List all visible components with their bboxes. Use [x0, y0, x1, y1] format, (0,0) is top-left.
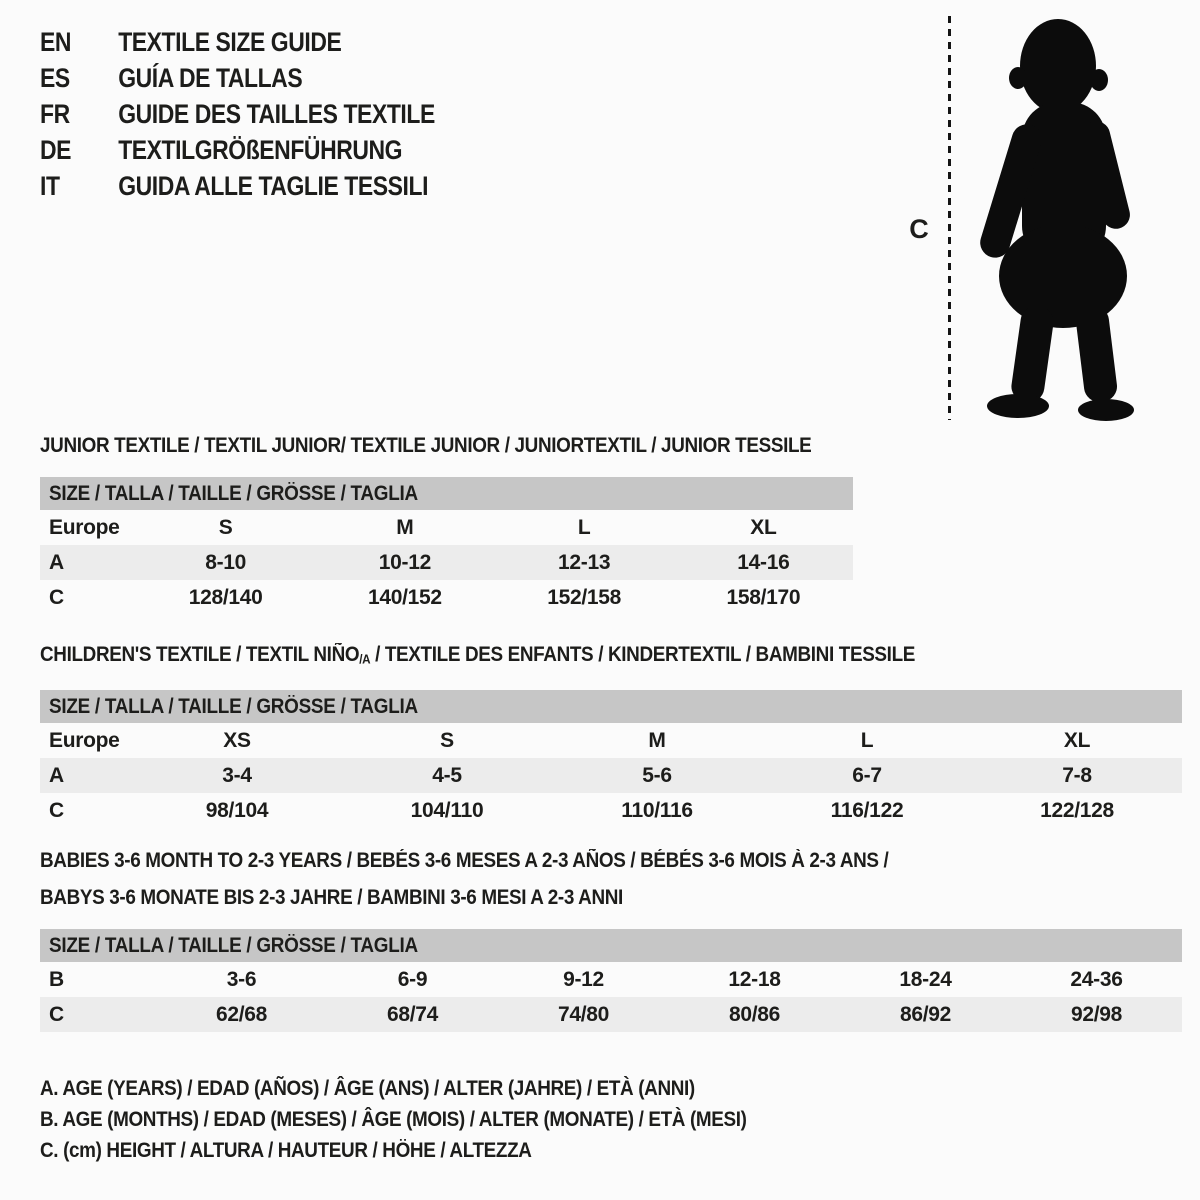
- children-row-height: [40, 793, 1182, 828]
- size-header-bar: [40, 690, 1182, 723]
- size-cell: 6-7: [852, 763, 882, 787]
- children-row-age: [40, 758, 1182, 793]
- babies-section-title-line2: BABYS 3-6 MONATE BIS 2-3 JAHRE / BAMBINI 3-6 MESI A 2-3 ANNI: [40, 886, 623, 909]
- legend-line-b: B. AGE (MONTHS) / EDAD (MESES) / ÂGE (MOIS) / ALTER (MONATE) / ETÀ (MESI): [40, 1108, 747, 1131]
- size-cell: 18-24: [899, 967, 952, 991]
- junior-row-age: [40, 545, 853, 580]
- size-cell: 80/86: [728, 1002, 781, 1026]
- size-cell: XS: [223, 728, 251, 752]
- size-cell: S: [440, 728, 454, 752]
- size-cell: 122/128: [1040, 798, 1114, 822]
- language-title-list: [40, 24, 505, 204]
- toddler-silhouette-icon: [968, 14, 1146, 422]
- size-cell: 4-5: [432, 763, 462, 787]
- lang-code-fr: FR: [40, 98, 70, 129]
- size-cell: 5-6: [642, 763, 672, 787]
- row-label: C: [49, 1002, 64, 1026]
- legend-line-a: A. AGE (YEARS) / EDAD (AÑOS) / ÂGE (ANS) / ALTER (JAHRE) / ETÀ (ANNI): [40, 1077, 695, 1100]
- lang-code-es: ES: [40, 62, 70, 93]
- lang-row-it: [40, 168, 435, 204]
- size-header-bar: [40, 477, 853, 510]
- row-label: B: [49, 967, 64, 991]
- row-label: C: [49, 798, 64, 822]
- size-cell: M: [648, 728, 666, 752]
- size-cell: 6-9: [397, 967, 428, 991]
- size-cell: 104/110: [410, 798, 484, 822]
- junior-table-header-row: [40, 477, 853, 510]
- size-cell: 24-36: [1070, 967, 1123, 991]
- size-cell: 128/140: [188, 585, 263, 609]
- lang-title-en: TEXTILE SIZE GUIDE: [118, 26, 342, 57]
- lang-row-es: [40, 60, 435, 96]
- size-cell: 7-8: [1062, 763, 1092, 787]
- size-header-label: SIZE / TALLA / TAILLE / GRÖSSE / TAGLIA: [49, 933, 418, 957]
- size-cell: 10-12: [378, 550, 431, 574]
- size-cell: 9-12: [563, 967, 604, 991]
- children-table-header-row: [40, 690, 1182, 723]
- babies-table-header-row: [40, 929, 1182, 962]
- size-cell: 140/152: [367, 585, 442, 609]
- children-title-subscript: /A: [359, 651, 371, 667]
- row-label: C: [49, 585, 64, 609]
- row-label: Europe: [49, 515, 120, 539]
- size-cell: 98/104: [205, 798, 269, 822]
- size-cell: S: [218, 515, 233, 539]
- size-cell: L: [577, 515, 591, 539]
- size-cell: 3-6: [226, 967, 257, 991]
- babies-size-table: [40, 929, 1182, 1032]
- size-cell: 152/158: [547, 585, 622, 609]
- size-header-label: SIZE / TALLA / TAILLE / GRÖSSE / TAGLIA: [49, 481, 418, 505]
- babies-row-height: [40, 997, 1182, 1032]
- babies-section-title-line1: BABIES 3-6 MONTH TO 2-3 YEARS / BEBÉS 3-6 MESES A 2-3 AÑOS / BÉBÉS 3-6 MOIS À 2-3 ANS /: [40, 849, 889, 872]
- size-cell: 12-18: [728, 967, 781, 991]
- size-cell: 68/74: [386, 1002, 439, 1026]
- size-header-bar: [40, 929, 1182, 962]
- size-cell: 86/92: [899, 1002, 952, 1026]
- size-cell: 14-16: [737, 550, 790, 574]
- lang-row-fr: [40, 96, 435, 132]
- size-cell: 62/68: [215, 1002, 268, 1026]
- size-cell: 8-10: [205, 550, 247, 574]
- children-section-title: [40, 641, 915, 672]
- size-cell: XL: [1063, 728, 1091, 752]
- junior-section-title: JUNIOR TEXTILE / TEXTIL JUNIOR/ TEXTILE JUNIOR / JUNIORTEXTIL / JUNIOR TESSILE: [40, 434, 812, 457]
- size-cell: M: [396, 515, 414, 539]
- size-cell: 12-13: [558, 550, 611, 574]
- junior-row-europe: [40, 510, 853, 545]
- children-size-table: [40, 690, 1182, 828]
- junior-row-height: [40, 580, 853, 615]
- lang-title-fr: GUIDE DES TAILLES TEXTILE: [118, 98, 435, 129]
- lang-title-es: GUÍA DE TALLAS: [118, 62, 303, 93]
- lang-row-de: [40, 132, 435, 168]
- size-cell: 158/170: [726, 585, 801, 609]
- size-cell: L: [860, 728, 874, 752]
- lang-row-en: [40, 24, 435, 60]
- size-cell: 92/98: [1070, 1002, 1123, 1026]
- row-label: A: [49, 763, 64, 787]
- babies-row-months: [40, 962, 1182, 997]
- lang-title-de: TEXTILGRÖßENFÜHRUNG: [118, 134, 403, 165]
- lang-title-it: GUIDA ALLE TAGLIE TESSILI: [118, 170, 429, 201]
- size-cell: 110/116: [621, 798, 693, 822]
- children-row-europe: [40, 723, 1182, 758]
- size-cell: 116/122: [830, 798, 904, 822]
- row-label: Europe: [49, 728, 120, 752]
- size-cell: XL: [750, 515, 777, 539]
- lang-code-it: IT: [40, 170, 60, 201]
- junior-size-table: [40, 477, 853, 615]
- children-title-suffix: / TEXTILE DES ENFANTS / KINDERTEXTIL / BAMBINI TESSILE: [370, 643, 916, 666]
- lang-code-en: EN: [40, 26, 72, 57]
- legend-line-c: C. (cm) HEIGHT / ALTURA / HAUTEUR / HÖHE / ALTEZZA: [40, 1139, 532, 1162]
- lang-code-de: DE: [40, 134, 72, 165]
- height-measure-dashed-line: [948, 16, 951, 420]
- children-title-prefix: CHILDREN'S TEXTILE / TEXTIL NIÑO: [40, 643, 360, 666]
- size-cell: 3-4: [222, 763, 252, 787]
- row-label: A: [49, 550, 64, 574]
- size-header-label: SIZE / TALLA / TAILLE / GRÖSSE / TAGLIA: [49, 694, 418, 718]
- size-cell: 74/80: [557, 1002, 610, 1026]
- measure-label-c: C: [909, 214, 929, 244]
